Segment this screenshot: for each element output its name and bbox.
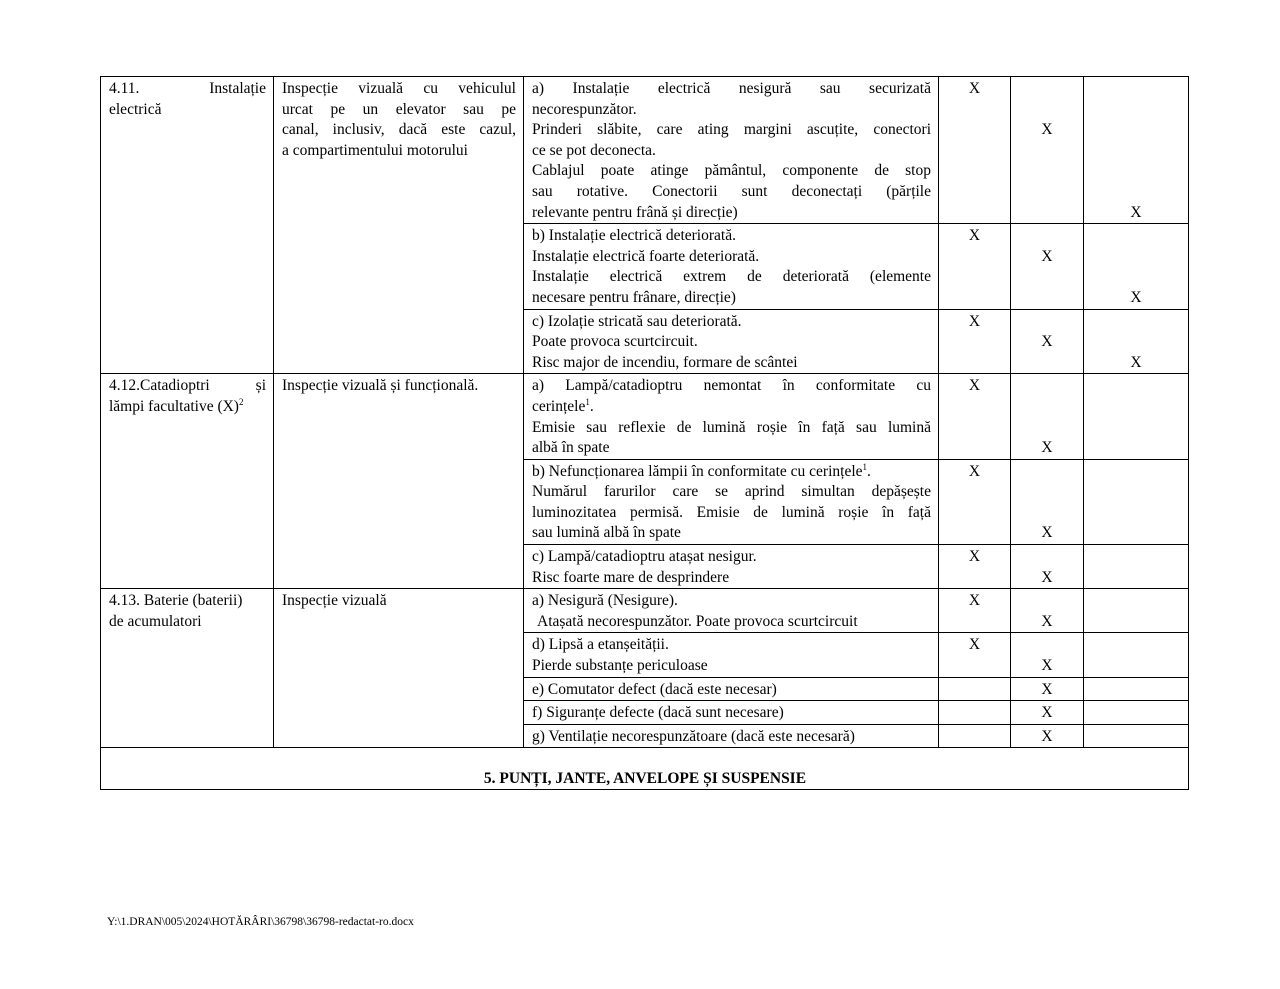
minor-col bbox=[939, 633, 1011, 677]
minor-col bbox=[939, 459, 1011, 544]
item-cell bbox=[101, 374, 274, 589]
major-col bbox=[1011, 701, 1084, 725]
defect-line: Prinderi slăbite, care ating margini ascuțite, conectori bbox=[532, 121, 931, 139]
footnote-ref: 1 bbox=[585, 396, 590, 407]
major-col bbox=[1011, 374, 1084, 459]
section-heading: 5. PUNȚI, JANTE, ANVELOPE ȘI SUSPENSIE bbox=[101, 748, 1189, 790]
major-col bbox=[1011, 589, 1084, 633]
defect-cell bbox=[524, 77, 939, 224]
x-mark: X bbox=[968, 548, 981, 566]
minor-col bbox=[939, 374, 1011, 459]
defect-line: sau rotative. Conectorii sunt deconectați (părțile bbox=[532, 182, 931, 200]
defect-line: b) Nefuncționarea lămpii în conformitate cu cerințele bbox=[532, 462, 863, 480]
dangerous-col bbox=[1084, 724, 1189, 748]
table-row bbox=[101, 374, 1189, 459]
defect-line: Risc major de incendiu, formare de scântei bbox=[532, 353, 798, 371]
defect-line: Instalație electrică extrem de deteriorată (elemente bbox=[532, 268, 931, 286]
x-mark: X bbox=[968, 227, 981, 245]
defect-cell: a) Lampă/catadioptru nemontat în conformitate cu cerințele$^1$. Emisie sau reflexie de lumină roșie în față sau lumină albă în spate bbox=[524, 374, 939, 459]
defect-line: d) Lipsă a etanșeității. bbox=[532, 636, 669, 654]
method-cell bbox=[274, 77, 524, 374]
minor-col bbox=[939, 589, 1011, 633]
table-row bbox=[101, 589, 1189, 633]
x-mark: X bbox=[1041, 247, 1053, 265]
defect-cell bbox=[524, 589, 939, 633]
defect-cell bbox=[524, 633, 939, 677]
table-row bbox=[101, 748, 1189, 790]
x-mark: X bbox=[1041, 568, 1053, 586]
x-mark: X bbox=[1041, 333, 1053, 351]
x-mark: X bbox=[1130, 288, 1142, 306]
x-mark: X bbox=[968, 592, 981, 610]
defect-line: necorespunzător. bbox=[532, 100, 637, 118]
x-mark: X bbox=[1041, 680, 1053, 698]
defect-line: f) Siguranțe defecte (dacă sunt necesare) bbox=[532, 704, 784, 722]
x-mark: X bbox=[1041, 524, 1053, 542]
defect-line: relevante pentru frână și direcție) bbox=[532, 203, 738, 221]
x-mark: X bbox=[1041, 439, 1053, 457]
dangerous-col bbox=[1084, 77, 1189, 224]
major-col bbox=[1011, 309, 1084, 374]
defect-line: Instalație electrică foarte deteriorată. bbox=[532, 247, 760, 265]
dangerous-col bbox=[1084, 545, 1189, 589]
defect-line: e) Comutator defect (dacă este necesar) bbox=[532, 680, 777, 698]
defect-line: cerințele bbox=[532, 397, 586, 415]
major-col bbox=[1011, 224, 1084, 309]
dangerous-col bbox=[1084, 374, 1189, 459]
item-number: 4.11. bbox=[109, 80, 140, 97]
x-mark: X bbox=[968, 377, 981, 395]
item-title-part: 4.13. Baterie (baterii) bbox=[109, 592, 243, 610]
defect-line: a) Lampă/catadioptru nemontat în conformitate cu bbox=[532, 377, 931, 395]
defect-line: Emisie sau reflexie de lumină roșie în față sau lumină bbox=[532, 418, 931, 436]
item-number: 4.12.Catadioptri bbox=[109, 377, 210, 395]
major-col bbox=[1011, 459, 1084, 544]
method-line: urcat pe un elevator sau pe bbox=[282, 100, 516, 118]
defect-line: Risc foarte mare de desprindere bbox=[532, 568, 730, 586]
defect-line: Pierde substanțe periculoase bbox=[532, 657, 708, 675]
item-title-part: lămpi facultative (X) bbox=[109, 397, 239, 415]
table-row bbox=[101, 77, 1189, 224]
dangerous-col bbox=[1084, 459, 1189, 544]
x-mark: X bbox=[1130, 353, 1142, 371]
defect-line: a) Nesigură (Nesigure). bbox=[532, 592, 678, 610]
defect-line: sau lumină albă în spate bbox=[532, 524, 681, 542]
dangerous-col bbox=[1084, 309, 1189, 374]
minor-col bbox=[939, 677, 1011, 701]
defect-line: Cablajul poate atinge pământul, componente de stop bbox=[532, 162, 931, 180]
x-mark: X bbox=[968, 80, 981, 97]
defect-line: g) Ventilație necorespunzătoare (dacă este necesară) bbox=[532, 727, 855, 745]
method-line: Inspecție vizuală bbox=[282, 592, 387, 610]
defect-line: c) Lampă/catadioptru atașat nesigur. bbox=[532, 548, 757, 566]
defect-line: necesare pentru frânare, direcție) bbox=[532, 288, 736, 306]
minor-col bbox=[939, 77, 1011, 224]
defect-cell: b) Nefuncționarea lămpii în conformitate cu cerințele$^1$. Numărul farurilor care se aprind simultan depășește luminozitatea permisă. Emisie de lumină roșie în față sau lumină albă în spate bbox=[524, 459, 939, 544]
dangerous-col bbox=[1084, 677, 1189, 701]
defect-cell bbox=[524, 545, 939, 589]
defect-line: Atașată necorespunzător. Poate provoca scurtcircuit bbox=[537, 612, 858, 630]
x-mark: X bbox=[1041, 121, 1053, 139]
defect-cell bbox=[524, 701, 939, 725]
major-col bbox=[1011, 633, 1084, 677]
x-mark: X bbox=[1041, 727, 1053, 745]
method-cell bbox=[274, 374, 524, 589]
defect-cell bbox=[524, 724, 939, 748]
item-title-part: și bbox=[255, 377, 266, 395]
x-mark: X bbox=[968, 312, 981, 330]
item-cell bbox=[101, 589, 274, 748]
x-mark: X bbox=[1041, 657, 1053, 675]
minor-col bbox=[939, 701, 1011, 725]
defect-line: Poate provoca scurtcircuit. bbox=[532, 333, 698, 351]
major-col bbox=[1011, 77, 1084, 224]
dangerous-col bbox=[1084, 224, 1189, 309]
minor-col bbox=[939, 545, 1011, 589]
defect-cell bbox=[524, 677, 939, 701]
item-title-part: de acumulatori bbox=[109, 612, 202, 630]
x-mark: X bbox=[1041, 612, 1053, 630]
defect-line: a) Instalație electrică nesigură sau securizată bbox=[532, 80, 931, 97]
x-mark: X bbox=[1130, 203, 1142, 221]
footnote-ref: 1 bbox=[862, 461, 868, 472]
defect-line: c) Izolație stricată sau deteriorată. bbox=[532, 312, 742, 330]
major-col bbox=[1011, 677, 1084, 701]
minor-col bbox=[939, 724, 1011, 748]
defect-line: ce se pot deconecta. bbox=[532, 141, 656, 159]
footer-file-path: Y:\1.DRAN\005\2024\HOTĂRÂRI\36798\36798-redactat-ro.docx bbox=[107, 916, 414, 928]
method-line: Inspecție vizuală cu vehiculul bbox=[282, 80, 516, 97]
dangerous-col bbox=[1084, 589, 1189, 633]
dangerous-col bbox=[1084, 633, 1189, 677]
defect-line: albă în spate bbox=[532, 439, 610, 457]
defect-line: luminozitatea permisă. Emisie de lumină roșie în față bbox=[532, 503, 931, 521]
defect-line: Numărul farurilor care se aprind simultan depășește bbox=[532, 483, 931, 501]
item-cell bbox=[101, 77, 274, 374]
minor-col bbox=[939, 224, 1011, 309]
inspection-table bbox=[100, 76, 1189, 790]
method-line: canal, inclusiv, dacă este cazul, bbox=[282, 121, 516, 139]
minor-col bbox=[939, 309, 1011, 374]
major-col bbox=[1011, 724, 1084, 748]
footnote-ref: 2 bbox=[238, 396, 244, 407]
x-mark: X bbox=[968, 462, 981, 480]
defect-line: b) Instalație electrică deteriorată. bbox=[532, 227, 736, 245]
x-mark: X bbox=[1041, 704, 1053, 722]
defect-cell bbox=[524, 224, 939, 309]
major-col bbox=[1011, 545, 1084, 589]
method-cell bbox=[274, 589, 524, 748]
item-title-part: Instalație bbox=[209, 80, 266, 97]
method-line: Inspecție vizuală și funcțională. bbox=[282, 377, 479, 395]
item-title-part: electrică bbox=[109, 100, 162, 118]
x-mark: X bbox=[968, 636, 981, 654]
defect-cell bbox=[524, 309, 939, 374]
method-line: a compartimentului motorului bbox=[282, 141, 468, 159]
dangerous-col bbox=[1084, 701, 1189, 725]
